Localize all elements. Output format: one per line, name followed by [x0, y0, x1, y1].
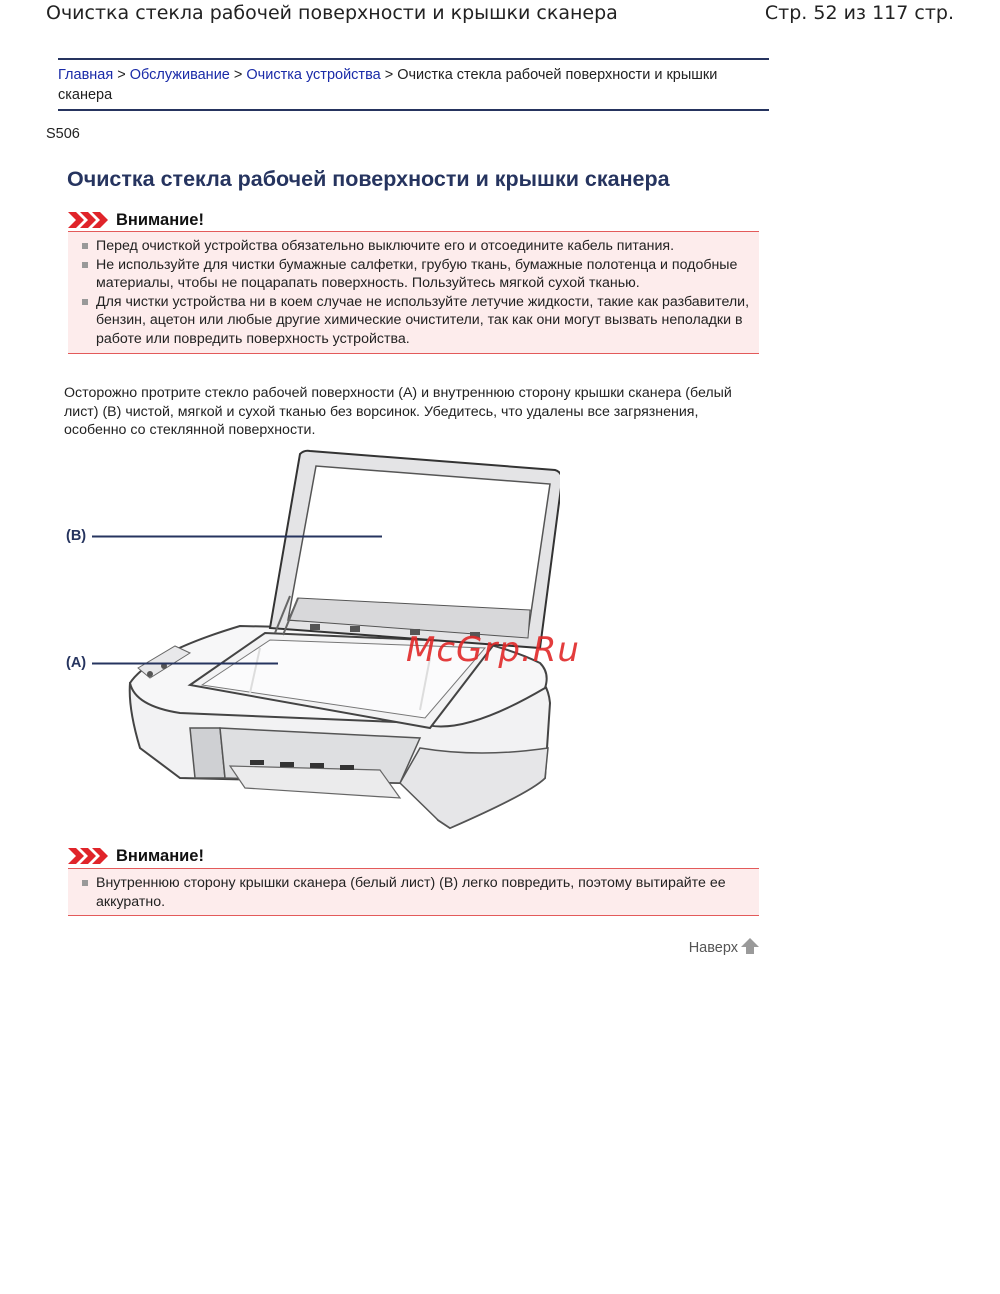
bullet-icon	[82, 243, 88, 249]
caution-box	[68, 868, 759, 916]
back-to-top-link[interactable]	[689, 937, 760, 959]
caution-heading	[68, 847, 204, 869]
caution-arrows-icon	[68, 212, 108, 233]
label-b: (B)	[66, 528, 87, 544]
callout-lines	[92, 530, 392, 670]
bullet-icon	[82, 299, 88, 305]
breadcrumb-separator: >	[380, 67, 398, 83]
breadcrumb-home-link[interactable]: Главная	[58, 67, 114, 83]
back-to-top-label: Наверх	[688, 940, 738, 956]
caution-heading	[68, 211, 204, 233]
breadcrumb-device-cleaning-link[interactable]: Очистка устройства	[246, 67, 381, 83]
breadcrumb-separator: >	[113, 67, 130, 83]
page-number: Стр. 52 из 117 стр.	[764, 2, 954, 24]
breadcrumb	[58, 58, 769, 111]
caution-heading-text: Внимание!	[116, 211, 204, 229]
caution-item: Не используйте для чистки бумажные салфетки, грубую ткань, бумажные полотенца и подобные материалы, чтобы не поцарапать поверхность. Пользуйтесь мягкой сухой тканью.	[82, 256, 751, 293]
caution-item: Перед очисткой устройства обязательно выключите его и отсоедините кабель питания.	[82, 237, 751, 256]
page-title: Очистка стекла рабочей поверхности и крышки сканера	[67, 167, 670, 191]
arrow-up-icon	[740, 937, 760, 959]
page-header-title: Очистка стекла рабочей поверхности и крышки сканера	[46, 2, 618, 24]
breadcrumb-maintenance-link[interactable]: Обслуживание	[129, 67, 230, 83]
label-a: (A)	[66, 655, 87, 671]
watermark: McGrp.Ru	[406, 630, 580, 670]
bullet-icon	[82, 880, 88, 886]
caution-box	[68, 231, 759, 354]
breadcrumb-current: Очистка стекла рабочей поверхности и крышки сканера	[58, 67, 718, 103]
caution-item: Внутреннюю сторону крышки сканера (белый лист) (B) легко повредить, поэтому вытирайте ее аккуратно.	[82, 874, 751, 911]
model-number: S506	[46, 126, 80, 142]
caution-heading-text: Внимание!	[116, 847, 204, 865]
breadcrumb-separator: >	[229, 67, 247, 83]
caution-arrows-icon	[68, 848, 108, 869]
bullet-icon	[82, 262, 88, 268]
instruction-text: Осторожно протрите стекло рабочей поверхности (A) и внутреннюю сторону крышки сканера (белый лист) (B) чистой, мягкой и сухой тканью без ворсинок. Убедитесь, что удалены все загрязнения, особенно со стеклянной поверхности.	[64, 385, 732, 439]
caution-item: Для чистки устройства ни в коем случае не используйте летучие жидкости, такие как разбавители, бензин, ацетон или любые другие химические очистители, так как они могут вызвать неполадки в работе или повредить поверхность устройства.	[82, 293, 751, 349]
